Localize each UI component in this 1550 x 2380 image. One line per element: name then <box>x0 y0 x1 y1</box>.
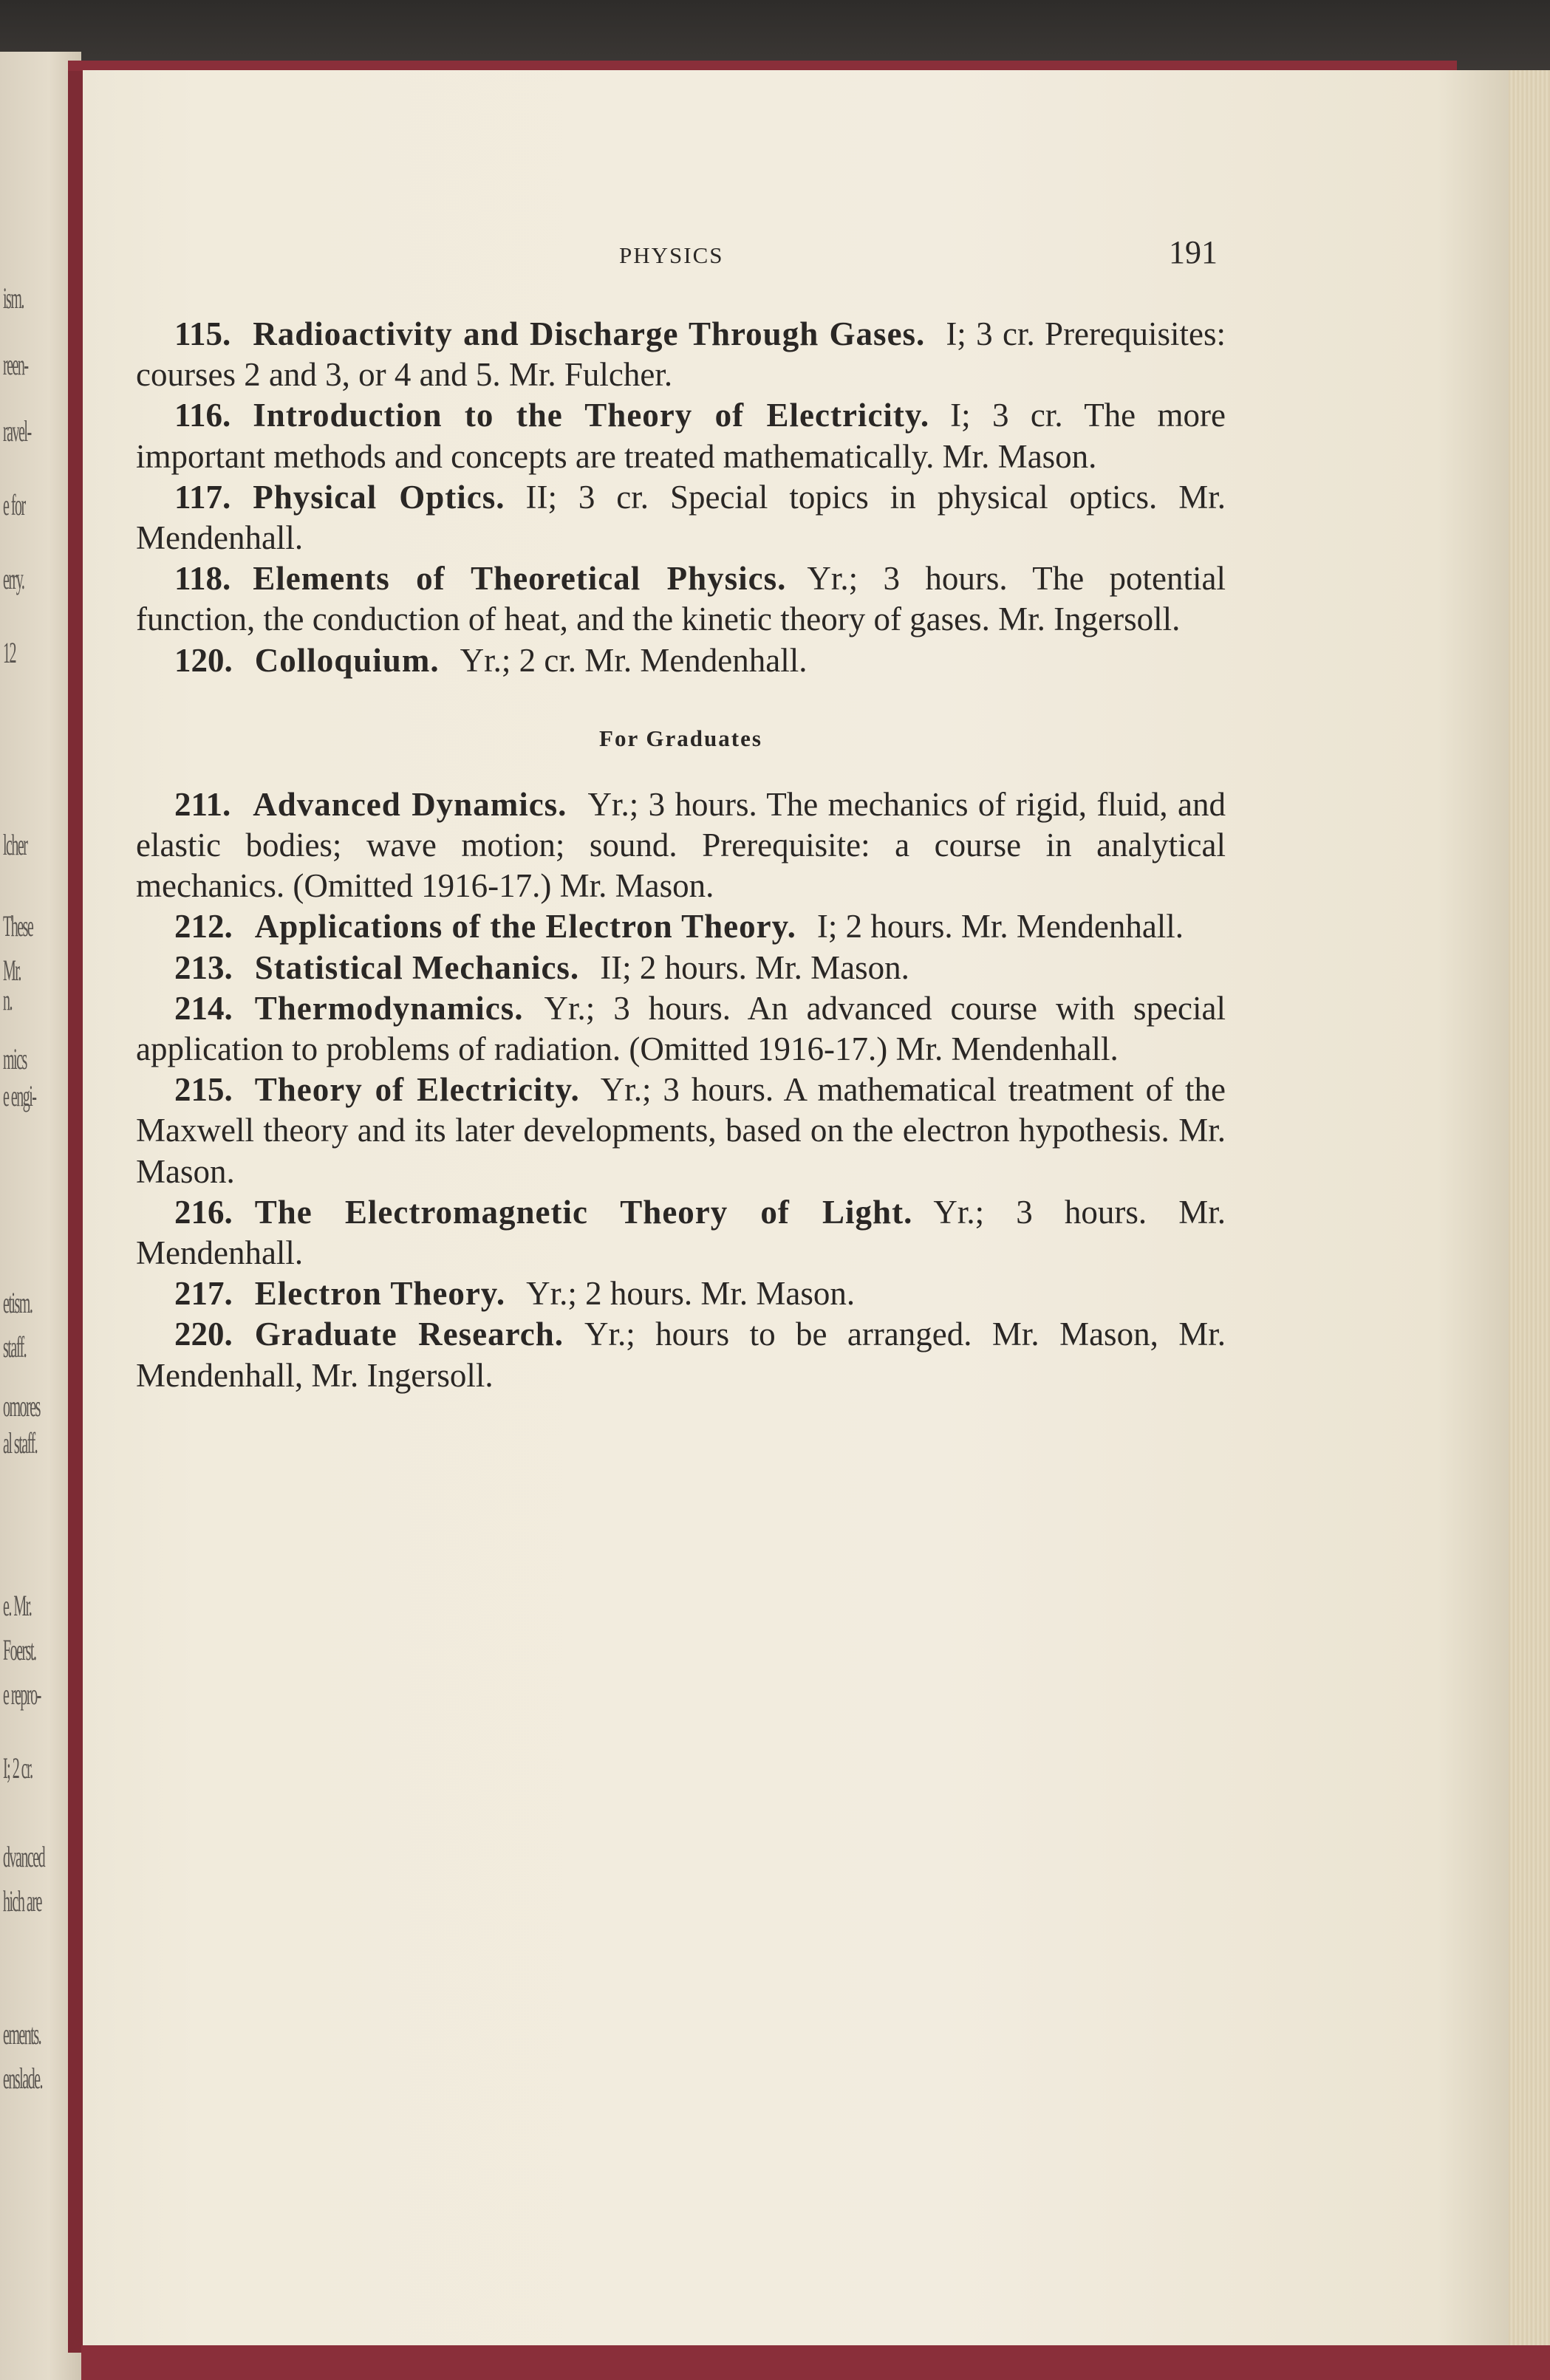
course-description: Yr.; 2 hours. Mr. Mason. <box>526 1275 856 1313</box>
course-description: I; 3 cr. Prerequisites: courses 2 and 3, or 4 and 5. Mr. Fulcher. <box>136 315 1226 394</box>
course-entry <box>136 988 1226 1070</box>
course-number: 217. <box>174 1275 233 1313</box>
graduate-course-list <box>136 784 1226 1396</box>
facing-page-text-fragment: Mr. <box>3 954 21 987</box>
course-entry <box>136 948 1226 988</box>
course-title: Colloquium. <box>254 641 440 679</box>
facing-page-text-fragment: reen- <box>3 348 28 381</box>
facing-page-text-fragment: e repro- <box>3 1678 41 1711</box>
book-cover-bottom <box>81 2345 1550 2380</box>
undergraduate-course-list <box>136 314 1226 681</box>
course-number: 118. <box>174 560 231 598</box>
facing-page-text-fragment: ements. <box>3 2017 41 2051</box>
facing-page-text-fragment: dvanced <box>3 1840 45 1873</box>
course-title: Introduction to the Theory of Electricity. <box>253 397 930 434</box>
facing-page-text-fragment: e for <box>3 488 25 522</box>
course-title: Advanced Dynamics. <box>253 785 567 823</box>
course-number: 213. <box>174 948 233 986</box>
book-cover-edge <box>68 63 84 2353</box>
course-description: Yr.; 3 hours. An advanced course with special application to problems of radiation. (Omitted 1916-17.) Mr. Mendenhall. <box>136 989 1226 1068</box>
course-number: 120. <box>174 641 233 679</box>
facing-page-text-fragment: al staff. <box>3 1426 38 1460</box>
course-number: 212. <box>174 908 233 945</box>
course-description: II; 2 hours. Mr. Mason. <box>600 948 909 986</box>
course-number: 115. <box>174 315 231 352</box>
course-entry <box>136 395 1226 476</box>
facing-page-text-fragment: e. Mr. <box>3 1589 32 1622</box>
course-description: Yr.; 3 hours. The mechanics of rigid, fluid, and elastic bodies; wave motion; sound. Prerequisite: a course in analytical mechanics. (Omitted 1916-17.) Mr. Mason. <box>136 785 1226 905</box>
facing-page-text-fragment: mics <box>3 1042 27 1076</box>
course-title: Theory of Electricity. <box>254 1071 580 1109</box>
page-number: 191 <box>1169 234 1218 270</box>
course-number: 116. <box>174 397 231 434</box>
course-description: Yr.; 3 hours. Mr. Mendenhall. <box>136 1193 1226 1272</box>
course-description: Yr.; 2 cr. Mr. Mendenhall. <box>460 641 808 679</box>
course-description: Yr.; 3 hours. A mathematical treatment of the Maxwell theory and its later developments, based on the electron hypothesis. Mr. Mason. <box>136 1071 1226 1190</box>
course-entry <box>136 1192 1226 1273</box>
course-entry <box>136 1314 1226 1395</box>
course-title: Electron Theory. <box>254 1275 506 1313</box>
course-description: II; 3 cr. Special topics in physical optics. Mr. Mendenhall. <box>136 478 1226 557</box>
facing-page-text-fragment: n. <box>3 983 12 1016</box>
facing-page-text-fragment: etism. <box>3 1286 33 1319</box>
facing-page-text-fragment: ism. <box>3 281 24 315</box>
course-description: Yr.; 3 hours. The potential function, the conduction of heat, and the kinetic theory of gases. Mr. Ingersoll. <box>136 560 1226 638</box>
course-entry <box>136 784 1226 907</box>
course-description: I; 3 cr. The more important methods and concepts are treated mathematically. Mr. Mason. <box>136 397 1226 475</box>
course-title: Statistical Mechanics. <box>254 948 580 986</box>
course-entry <box>136 906 1226 947</box>
facing-page-text-fragment: I; 2 cr. <box>3 1751 33 1785</box>
course-title: The Electromagnetic Theory of Light. <box>254 1193 913 1231</box>
course-title: Elements of Theoretical Physics. <box>253 560 787 598</box>
course-title: Thermodynamics. <box>254 989 524 1027</box>
section-heading-graduates: For Graduates <box>599 725 762 751</box>
course-number: 220. <box>174 1316 233 1353</box>
course-listing <box>136 314 1226 1396</box>
course-number: 117. <box>174 478 231 516</box>
course-number: 216. <box>174 1193 233 1231</box>
course-description: Yr.; hours to be arranged. Mr. Mason, Mr. Mendenhall, Mr. Ingersoll. <box>136 1316 1226 1394</box>
facing-page-text-fragment: omores <box>3 1389 40 1423</box>
course-entry <box>136 1070 1226 1192</box>
course-description: I; 2 hours. Mr. Mendenhall. <box>816 908 1184 945</box>
facing-page-text-fragment: e engi- <box>3 1079 36 1112</box>
course-title: Applications of the Electron Theory. <box>254 908 796 945</box>
course-entry <box>136 1273 1226 1314</box>
facing-page-text-fragment: These <box>3 909 33 943</box>
course-title: Radioactivity and Discharge Through Gases. <box>253 315 926 352</box>
course-number: 214. <box>174 989 233 1027</box>
course-entry <box>136 477 1226 558</box>
facing-page-text-fragment: ravel- <box>3 414 31 448</box>
course-number: 215. <box>174 1071 233 1109</box>
course-entry <box>136 558 1226 640</box>
facing-page-text-fragment: hich are <box>3 1884 41 1918</box>
facing-page-text-fragment: erry. <box>3 562 24 595</box>
book-cover-top <box>68 61 1457 71</box>
running-header: PHYSICS <box>619 242 724 268</box>
facing-page-text-fragment: Foerst. <box>3 1633 36 1666</box>
facing-page-text-fragment: enslade. <box>3 2062 42 2095</box>
facing-page-text-fragment: 12 <box>3 636 16 669</box>
course-title: Physical Optics. <box>253 478 505 516</box>
course-entry <box>136 314 1226 395</box>
course-title: Graduate Research. <box>254 1316 564 1353</box>
facing-page-text-fragment: lcher <box>3 828 27 861</box>
course-entry <box>136 640 1226 681</box>
facing-page-text-fragment: staff. <box>3 1330 27 1364</box>
course-number: 211. <box>174 785 231 823</box>
